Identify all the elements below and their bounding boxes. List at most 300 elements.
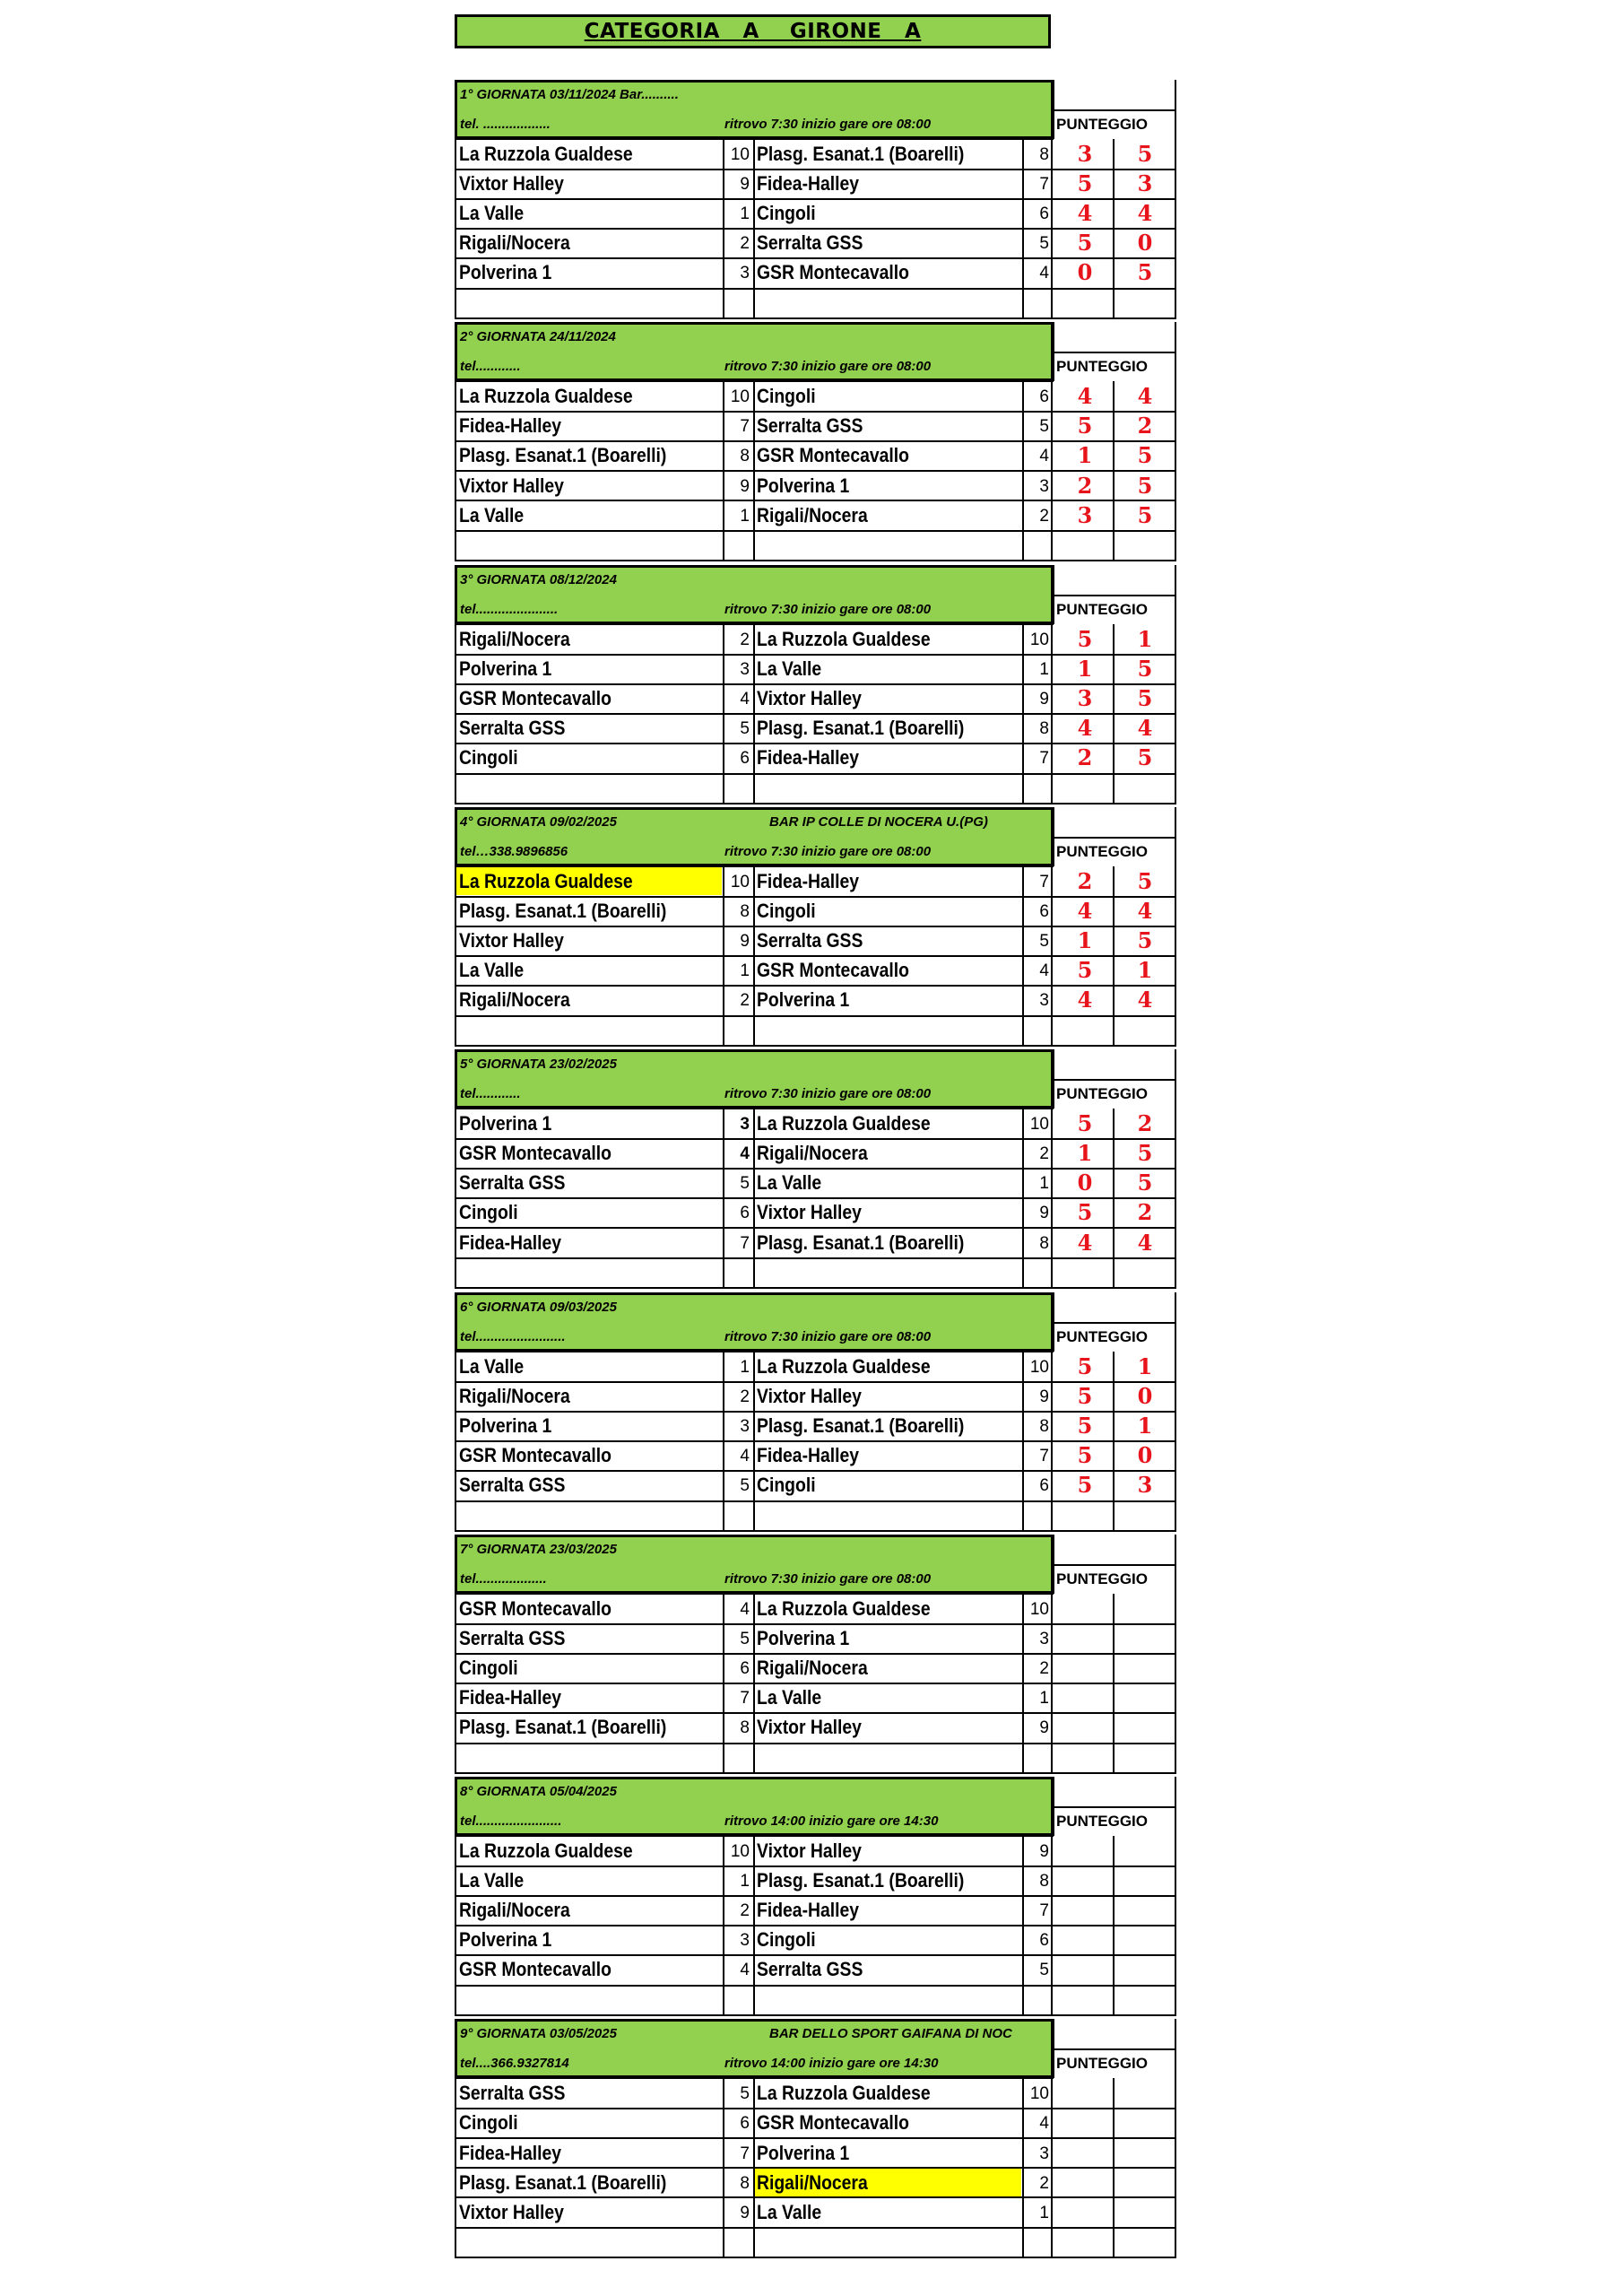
away-team-number: 7 xyxy=(1039,1901,1049,1921)
home-team-number: 1 xyxy=(740,961,750,981)
grid-line xyxy=(455,565,457,624)
grid-line xyxy=(1175,139,1176,319)
home-team-number: 4 xyxy=(740,1961,750,1980)
grid-line xyxy=(1051,624,1053,804)
away-team: GSR Montecavallo xyxy=(757,444,909,467)
home-score: 5 xyxy=(1077,1441,1093,1468)
home-team-number: 9 xyxy=(740,476,750,496)
grid-line xyxy=(1051,837,1176,839)
away-score: 5 xyxy=(1137,1170,1153,1196)
category-title-box xyxy=(455,14,1051,48)
grid-line xyxy=(1113,1109,1115,1289)
home-team: Cingoli xyxy=(459,1201,518,1224)
round-section xyxy=(0,322,1622,563)
grid-line xyxy=(455,2019,1054,2022)
round-title: 9° GIORNATA 03/05/2025 xyxy=(460,2026,617,2042)
away-score: 5 xyxy=(1137,141,1153,167)
away-team: Polverina 1 xyxy=(757,2141,850,2164)
away-team-number: 4 xyxy=(1039,2114,1049,2134)
grid-line xyxy=(455,743,1176,744)
home-team: La Valle xyxy=(459,1869,525,1892)
away-team-number: 3 xyxy=(1039,2144,1049,2163)
grid-line xyxy=(1175,624,1176,804)
home-team: Vixtor Halley xyxy=(459,474,564,497)
away-team-number: 9 xyxy=(1039,689,1049,709)
grid-line xyxy=(455,1866,1176,1867)
away-team: Polverina 1 xyxy=(757,1626,850,1649)
away-team-number: 10 xyxy=(1029,2084,1049,2104)
grid-line xyxy=(1175,807,1176,866)
away-score: 0 xyxy=(1137,1441,1153,1468)
away-team-number: 6 xyxy=(1039,1931,1049,1951)
away-team-number: 8 xyxy=(1039,1233,1049,1253)
grid-line xyxy=(1175,1836,1176,2016)
home-score: 5 xyxy=(1077,1382,1093,1409)
grid-line xyxy=(455,2167,1176,2169)
grid-line xyxy=(753,624,755,804)
home-team: Rigali/Nocera xyxy=(459,988,570,1012)
away-team-number: 9 xyxy=(1039,1718,1049,1738)
home-team: Plasg. Esanat.1 (Boarelli) xyxy=(459,899,667,922)
round-title: 8° GIORNATA 05/04/2025 xyxy=(460,1784,617,1800)
away-team-number: 7 xyxy=(1039,175,1049,195)
away-score: 4 xyxy=(1137,897,1153,924)
grid-line xyxy=(455,1777,457,1836)
grid-line xyxy=(455,2014,1176,2016)
home-score: 5 xyxy=(1077,957,1093,984)
grid-line xyxy=(723,866,724,1047)
grid-line xyxy=(1113,1836,1115,2016)
away-team-number: 2 xyxy=(1039,1144,1049,1164)
away-team: Cingoli xyxy=(757,899,816,922)
score-header: PUNTEGGIO xyxy=(1056,842,1149,860)
grid-line xyxy=(1051,352,1176,353)
home-team: GSR Montecavallo xyxy=(459,1443,612,1466)
away-team: La Ruzzola Gualdese xyxy=(757,2082,931,2105)
grid-line xyxy=(455,1653,1176,1655)
grid-line xyxy=(455,530,1176,532)
away-team-number: 4 xyxy=(1039,961,1049,981)
away-team: Fidea-Halley xyxy=(757,745,860,769)
home-team-number: 2 xyxy=(740,991,750,1011)
away-score: 5 xyxy=(1137,744,1153,770)
home-team-number: 5 xyxy=(740,1475,750,1495)
grid-line xyxy=(1051,1322,1176,1324)
grid-line xyxy=(455,411,1176,413)
home-score: 2 xyxy=(1077,867,1093,894)
grid-line xyxy=(1113,139,1115,319)
grid-line xyxy=(1175,1292,1176,1352)
score-header: PUNTEGGIO xyxy=(1056,2055,1149,2073)
grid-line xyxy=(455,198,1176,200)
grid-line xyxy=(1175,1352,1176,1532)
home-team-number: 4 xyxy=(740,1144,750,1164)
home-team-number: 5 xyxy=(740,1174,750,1194)
round-title: 5° GIORNATA 23/02/2025 xyxy=(460,1057,617,1073)
home-team-number: 10 xyxy=(730,1842,750,1862)
away-team: La Ruzzola Gualdese xyxy=(757,1112,931,1135)
grid-line xyxy=(455,2108,1176,2109)
round-venue: BAR DELLO SPORT GAIFANA DI NOC xyxy=(769,2026,1012,2042)
home-team-number: 7 xyxy=(740,417,750,437)
home-team-number: 2 xyxy=(740,234,750,254)
home-score: 0 xyxy=(1077,1170,1093,1196)
away-team-number: 10 xyxy=(1029,1599,1049,1619)
home-team-number: 9 xyxy=(740,932,750,952)
away-score: 4 xyxy=(1137,200,1153,227)
away-team-number: 1 xyxy=(1039,2203,1049,2222)
grid-line xyxy=(455,2019,457,2078)
home-team: Polverina 1 xyxy=(459,657,552,680)
home-team-number: 3 xyxy=(740,264,750,283)
round-section xyxy=(0,1292,1622,1534)
away-team-number: 2 xyxy=(1039,506,1049,526)
grid-line xyxy=(455,288,1176,290)
grid-line xyxy=(455,169,1176,170)
grid-line xyxy=(753,1594,755,1774)
grid-line xyxy=(1051,1079,1176,1081)
home-team: GSR Montecavallo xyxy=(459,686,612,709)
grid-line xyxy=(455,2137,1176,2139)
home-team-number: 1 xyxy=(740,1872,750,1892)
round-tel: tel................... xyxy=(460,1570,547,1587)
grid-line xyxy=(455,1772,1176,1774)
grid-line xyxy=(1051,2078,1053,2258)
grid-line xyxy=(1175,866,1176,1047)
away-team-number: 3 xyxy=(1039,991,1049,1011)
grid-line xyxy=(1051,1564,1176,1566)
away-team: Fidea-Halley xyxy=(757,869,860,892)
grid-line xyxy=(455,1836,456,2016)
grid-line xyxy=(455,1712,1176,1714)
home-team-number: 6 xyxy=(740,2114,750,2134)
grid-line xyxy=(1051,1806,1176,1808)
home-score: 4 xyxy=(1077,987,1093,1013)
away-team-number: 5 xyxy=(1039,234,1049,254)
away-team: Serralta GSS xyxy=(757,929,863,952)
home-team: Rigali/Nocera xyxy=(459,1384,570,1407)
grid-line xyxy=(723,139,724,319)
home-score: 5 xyxy=(1077,1412,1093,1439)
round-ritrovo: ritrovo 7:30 inizio gare ore 08:00 xyxy=(724,843,932,859)
home-team: Cingoli xyxy=(459,2111,518,2135)
home-team: Serralta GSS xyxy=(459,1626,566,1649)
away-team: Plasg. Esanat.1 (Boarelli) xyxy=(757,1869,965,1892)
grid-line xyxy=(1022,1836,1024,2016)
grid-line xyxy=(753,866,755,1047)
away-team-number: 8 xyxy=(1039,145,1049,164)
home-team-number: 5 xyxy=(740,2084,750,2104)
grid-line xyxy=(455,1045,1176,1047)
away-team-number: 2 xyxy=(1039,2173,1049,2193)
away-team: Plasg. Esanat.1 (Boarelli) xyxy=(757,1231,965,1254)
grid-line xyxy=(455,322,1054,325)
grid-line xyxy=(1022,1109,1024,1289)
grid-line xyxy=(1113,1594,1115,1774)
away-team-number: 5 xyxy=(1039,417,1049,437)
away-team-number: 4 xyxy=(1039,264,1049,283)
away-team: La Valle xyxy=(757,2200,822,2223)
away-team-number: 6 xyxy=(1039,901,1049,921)
grid-line xyxy=(455,955,1176,957)
score-header: PUNTEGGIO xyxy=(1056,116,1149,133)
home-team: La Valle xyxy=(459,959,525,982)
round-ritrovo: ritrovo 7:30 inizio gare ore 08:00 xyxy=(724,601,932,617)
grid-line xyxy=(455,713,1176,715)
away-score: 0 xyxy=(1137,230,1153,257)
away-team: Rigali/Nocera xyxy=(757,503,868,526)
away-team: Rigali/Nocera xyxy=(757,1656,868,1679)
home-team: GSR Montecavallo xyxy=(459,1596,612,1620)
grid-line xyxy=(1113,381,1115,561)
home-team: Serralta GSS xyxy=(459,1171,566,1195)
away-team: Plasg. Esanat.1 (Boarelli) xyxy=(757,1413,965,1437)
home-score: 1 xyxy=(1077,927,1093,954)
away-team: Fidea-Halley xyxy=(757,1899,860,1922)
grid-line xyxy=(455,440,1176,442)
round-ritrovo: ritrovo 7:30 inizio gare ore 08:00 xyxy=(724,1570,932,1587)
home-team-number: 1 xyxy=(740,204,750,224)
category-title: CATEGORIA A GIRONE A xyxy=(584,20,922,43)
away-team-number: 5 xyxy=(1039,932,1049,952)
home-score: 4 xyxy=(1077,383,1093,410)
grid-line xyxy=(455,1985,1176,1987)
away-team: Serralta GSS xyxy=(757,414,863,438)
home-score: 5 xyxy=(1077,413,1093,439)
home-team-number: 2 xyxy=(740,630,750,649)
away-team: Fidea-Halley xyxy=(757,172,860,196)
home-team: Plasg. Esanat.1 (Boarelli) xyxy=(459,1716,667,1739)
home-team-number: 8 xyxy=(740,901,750,921)
away-team: Serralta GSS xyxy=(757,1958,863,1981)
grid-line xyxy=(1022,1594,1024,1774)
home-team-number: 9 xyxy=(740,2203,750,2222)
grid-line xyxy=(455,565,1054,568)
grid-line xyxy=(455,1683,1176,1684)
away-team: Rigali/Nocera xyxy=(757,2170,868,2194)
round-section xyxy=(0,2019,1622,2260)
score-header: PUNTEGGIO xyxy=(1056,358,1149,376)
grid-line xyxy=(455,317,1176,319)
grid-line xyxy=(1175,2019,1176,2078)
home-score: 4 xyxy=(1077,200,1093,227)
grid-line xyxy=(455,866,456,1047)
home-team: Vixtor Halley xyxy=(459,2200,564,2223)
home-team: GSR Montecavallo xyxy=(459,1142,612,1165)
grid-line xyxy=(723,2078,724,2258)
away-team-number: 5 xyxy=(1039,1961,1049,1980)
away-team: Vixtor Halley xyxy=(757,686,862,709)
grid-line xyxy=(455,1352,456,1532)
away-score: 5 xyxy=(1137,1140,1153,1167)
away-score: 2 xyxy=(1137,1110,1153,1137)
home-team-number: 9 xyxy=(740,175,750,195)
away-team-number: 9 xyxy=(1039,1204,1049,1223)
grid-line xyxy=(455,1257,1176,1259)
grid-line xyxy=(723,1594,724,1774)
away-team-number: 6 xyxy=(1039,387,1049,407)
home-score: 4 xyxy=(1077,714,1093,741)
grid-line xyxy=(455,500,1176,501)
home-score: 5 xyxy=(1077,1199,1093,1226)
away-team-number: 8 xyxy=(1039,718,1049,738)
home-team: Rigali/Nocera xyxy=(459,1899,570,1922)
home-score: 1 xyxy=(1077,442,1093,469)
home-team-number: 5 xyxy=(740,1629,750,1648)
away-score: 2 xyxy=(1137,1199,1153,1226)
home-team: Polverina 1 xyxy=(459,1928,552,1952)
grid-line xyxy=(753,1109,755,1289)
away-score: 4 xyxy=(1137,1229,1153,1256)
grid-line xyxy=(1051,381,1053,561)
away-score: 5 xyxy=(1137,927,1153,954)
grid-line xyxy=(1113,1352,1115,1532)
grid-line xyxy=(455,1440,1176,1442)
away-team-number: 6 xyxy=(1039,204,1049,224)
home-team: La Valle xyxy=(459,1354,525,1378)
grid-line xyxy=(1175,1535,1176,1594)
round-title: 6° GIORNATA 09/03/2025 xyxy=(460,1299,617,1315)
away-team: Cingoli xyxy=(757,1473,816,1496)
grid-line xyxy=(455,1954,1176,1956)
grid-line xyxy=(455,257,1176,259)
round-ritrovo: ritrovo 14:00 inizio gare ore 14:30 xyxy=(724,1813,939,1830)
score-header: PUNTEGGIO xyxy=(1056,1085,1149,1103)
round-tel: tel...................... xyxy=(460,601,559,617)
away-team-number: 1 xyxy=(1039,659,1049,679)
away-score: 5 xyxy=(1137,472,1153,499)
grid-line xyxy=(455,803,1176,804)
away-team: Polverina 1 xyxy=(757,988,850,1012)
home-team-number: 10 xyxy=(730,145,750,164)
home-score: 5 xyxy=(1077,170,1093,197)
round-tel: tel....366.9327814 xyxy=(460,2056,569,2072)
grid-line xyxy=(753,381,755,561)
grid-line xyxy=(1022,866,1024,1047)
grid-line xyxy=(753,2078,755,2258)
round-section xyxy=(0,1049,1622,1291)
home-team-number: 7 xyxy=(740,2144,750,2163)
grid-line xyxy=(455,773,1176,775)
grid-line xyxy=(455,1530,1176,1532)
grid-line xyxy=(455,1895,1176,1897)
away-team-number: 8 xyxy=(1039,1872,1049,1892)
grid-line xyxy=(723,381,724,561)
grid-line xyxy=(1175,565,1176,624)
grid-line xyxy=(1022,2078,1024,2258)
home-team-number: 6 xyxy=(740,1658,750,1678)
home-team-number: 7 xyxy=(740,1689,750,1709)
home-team: Polverina 1 xyxy=(459,1112,552,1135)
round-tel: tel........................ xyxy=(460,1328,566,1344)
home-team-number: 6 xyxy=(740,748,750,768)
home-team: Serralta GSS xyxy=(459,1473,566,1496)
home-team-number: 1 xyxy=(740,506,750,526)
round-ritrovo: ritrovo 7:30 inizio gare ore 08:00 xyxy=(724,359,932,375)
grid-line xyxy=(455,683,1176,685)
away-team-number: 9 xyxy=(1039,1842,1049,1862)
home-team: Vixtor Halley xyxy=(459,929,564,952)
grid-line xyxy=(753,1352,755,1532)
away-score: 4 xyxy=(1137,383,1153,410)
grid-line xyxy=(455,1168,1176,1170)
grid-line xyxy=(723,1109,724,1289)
home-score: 5 xyxy=(1077,1110,1093,1137)
home-team: Polverina 1 xyxy=(459,1413,552,1437)
away-score: 1 xyxy=(1137,1412,1153,1439)
away-score: 5 xyxy=(1137,655,1153,682)
away-score: 4 xyxy=(1137,987,1153,1013)
grid-line xyxy=(723,1836,724,2016)
round-title: 2° GIORNATA 24/11/2024 xyxy=(460,329,616,345)
away-score: 5 xyxy=(1137,501,1153,528)
grid-line xyxy=(1051,109,1176,111)
grid-line xyxy=(1051,1836,1053,2016)
away-team: La Ruzzola Gualdese xyxy=(757,627,931,650)
home-team-number: 7 xyxy=(740,1233,750,1253)
grid-line xyxy=(1175,80,1176,139)
away-team: GSR Montecavallo xyxy=(757,261,909,284)
grid-line xyxy=(455,1535,457,1594)
score-header: PUNTEGGIO xyxy=(1056,1327,1149,1345)
home-team-number: 1 xyxy=(740,1357,750,1377)
home-team: Cingoli xyxy=(459,1656,518,1679)
away-team: Rigali/Nocera xyxy=(757,1142,868,1165)
grid-line xyxy=(455,80,457,139)
away-score: 3 xyxy=(1137,1471,1153,1498)
round-title: 3° GIORNATA 08/12/2024 xyxy=(460,571,617,587)
home-team: La Ruzzola Gualdese xyxy=(459,143,633,165)
away-score: 1 xyxy=(1137,1352,1153,1379)
grid-line xyxy=(1022,139,1024,319)
grid-line xyxy=(455,470,1176,472)
grid-line xyxy=(455,1925,1176,1926)
away-score: 0 xyxy=(1137,1382,1153,1409)
round-section xyxy=(0,565,1622,806)
away-team: Cingoli xyxy=(757,202,816,225)
grid-line xyxy=(1051,1352,1053,1532)
away-team-number: 1 xyxy=(1039,1174,1049,1194)
home-team: Rigali/Nocera xyxy=(459,231,570,255)
home-team: Rigali/Nocera xyxy=(459,627,570,650)
home-team-number: 5 xyxy=(740,718,750,738)
away-team: Fidea-Halley xyxy=(757,1443,860,1466)
away-team: La Valle xyxy=(757,1171,822,1195)
away-team: La Ruzzola Gualdese xyxy=(757,1596,931,1620)
grid-line xyxy=(455,896,1176,898)
home-team: Fidea-Halley xyxy=(459,1686,562,1709)
away-team-number: 10 xyxy=(1029,1115,1049,1135)
away-team-number: 3 xyxy=(1039,1629,1049,1648)
away-team: GSR Montecavallo xyxy=(757,959,909,982)
grid-line xyxy=(1113,624,1115,804)
away-score: 4 xyxy=(1137,714,1153,741)
home-team: La Valle xyxy=(459,202,525,225)
grid-line xyxy=(455,985,1176,987)
grid-line xyxy=(1022,624,1024,804)
grid-line xyxy=(455,926,1176,927)
round-title: 7° GIORNATA 23/03/2025 xyxy=(460,1541,617,1557)
away-score: 2 xyxy=(1137,413,1153,439)
away-team: Serralta GSS xyxy=(757,231,863,255)
grid-line xyxy=(455,1109,456,1289)
away-score: 5 xyxy=(1137,259,1153,286)
round-ritrovo: ritrovo 7:30 inizio gare ore 08:00 xyxy=(724,1086,932,1102)
grid-line xyxy=(1051,2048,1176,2050)
away-team: La Valle xyxy=(757,657,822,680)
grid-line xyxy=(1051,139,1053,319)
away-team-number: 4 xyxy=(1039,447,1049,466)
